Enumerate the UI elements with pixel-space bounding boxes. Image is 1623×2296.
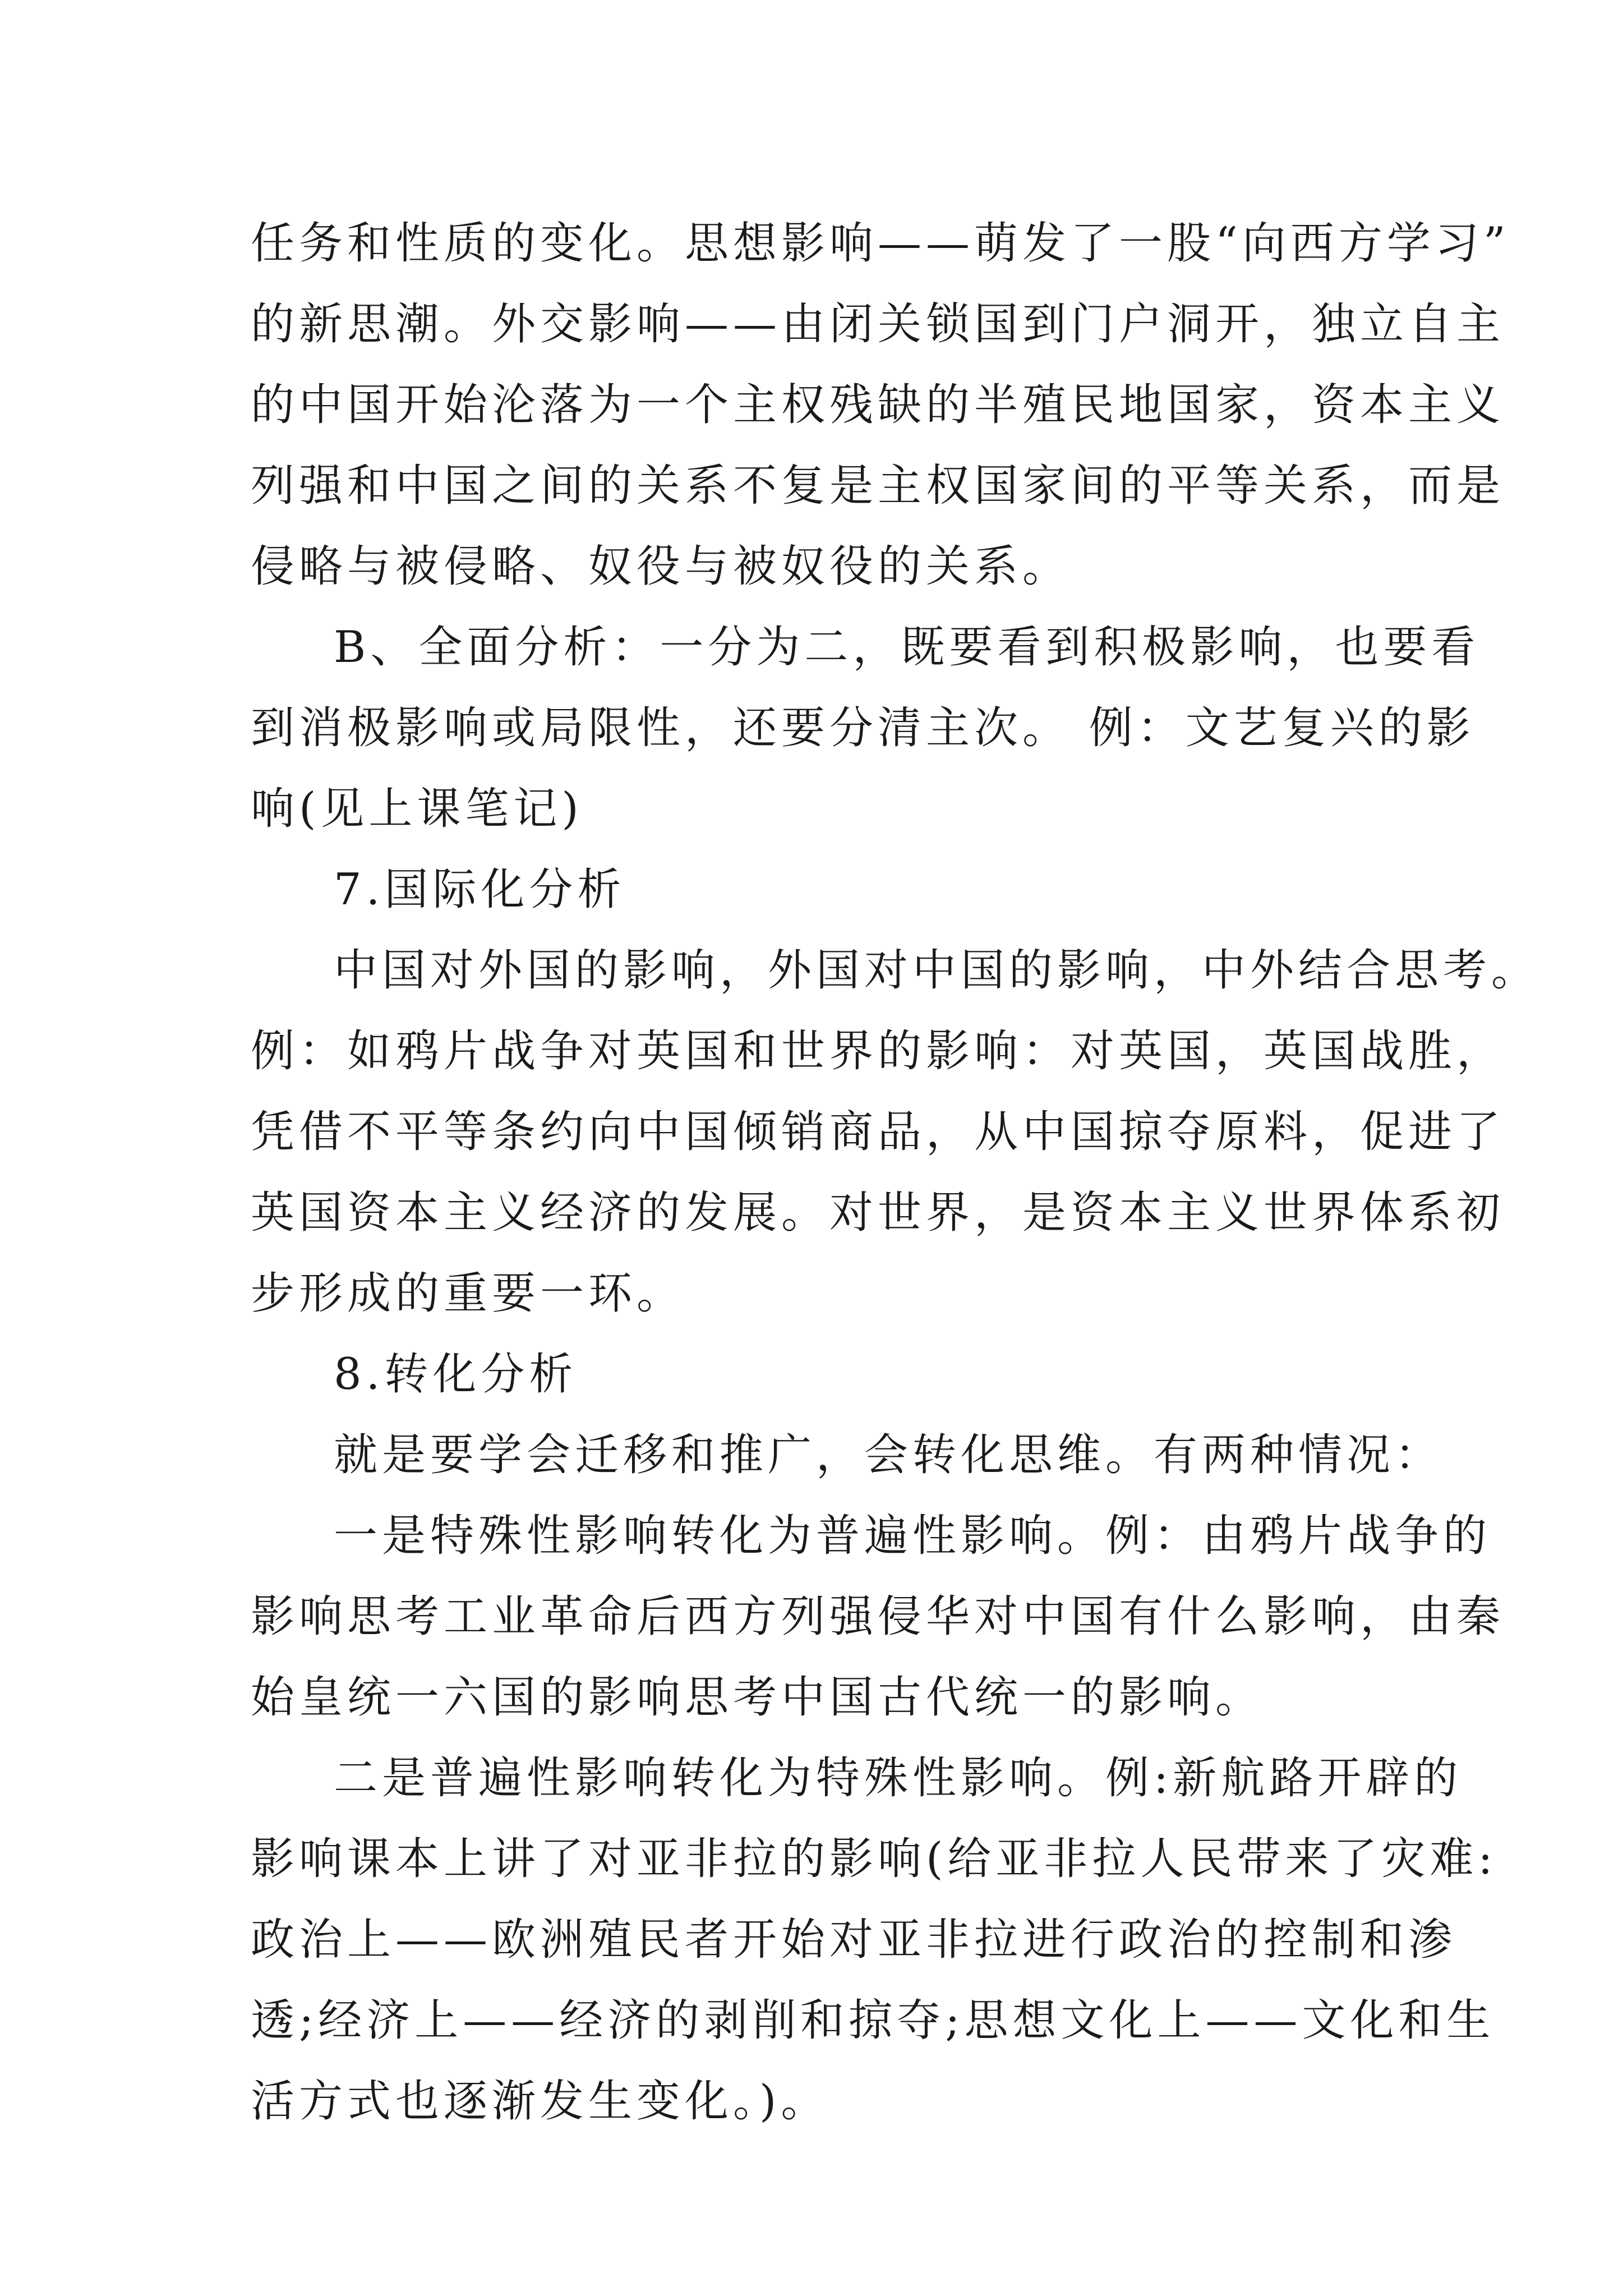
text-line-21: 影响课本上讲了对亚非拉的影响(给亚非拉人民带来了灾难: bbox=[251, 1834, 1497, 1884]
text-line-18: 影响思考工业革命后西方列强侵华对中国有什么影响，由秦 bbox=[251, 1591, 1505, 1642]
text-line-1: 任务和性质的变化。思想影响——萌发了一股“向西方学习” bbox=[251, 218, 1510, 269]
section-heading-8: 8.转化分析 bbox=[334, 1349, 578, 1400]
body-text bbox=[251, 203, 1540, 2142]
text-line-11: 例：如鸦片战争对英国和世界的影响：对英国，英国战胜， bbox=[251, 1026, 1505, 1076]
text-line-16: 就是要学会迁移和推广，会转化思维。有两种情况： bbox=[334, 1430, 1444, 1480]
text-line-19: 始皇统一六国的影响思考中国古代统一的影响。 bbox=[251, 1672, 1264, 1723]
text-line-4: 列强和中国之间的关系不复是主权国家间的平等关系，而是 bbox=[251, 461, 1505, 511]
text-line-8: 响(见上课笔记) bbox=[251, 784, 583, 834]
text-line-3: 的中国开始沦落为一个主权残缺的半殖民地国家，资本主义 bbox=[251, 380, 1505, 430]
section-heading-7: 7.国际化分析 bbox=[334, 864, 626, 915]
text-line-10: 中国对外国的影响，外国对中国的影响，中外结合思考。 bbox=[334, 945, 1540, 996]
text-line-17: 一是特殊性影响转化为普遍性影响。例：由鸦片战争的 bbox=[334, 1511, 1492, 1561]
text-line-12: 凭借不平等条约向中国倾销商品，从中国掠夺原料，促进了 bbox=[251, 1107, 1505, 1157]
text-line-20: 二是普遍性影响转化为特殊性影响。例:新航路开辟的 bbox=[334, 1753, 1463, 1803]
text-line-7: 到消极影响或局限性，还要分清主次。 例：文艺复兴的影 bbox=[251, 703, 1475, 753]
text-line-6: B、全面分析：一分为二，既要看到积极影响，也要看 bbox=[334, 622, 1480, 673]
text-line-14: 步形成的重要一环。 bbox=[251, 1268, 685, 1319]
text-line-5: 侵略与被侵略、奴役与被奴役的关系。 bbox=[251, 541, 1071, 592]
text-line-22: 政治上——欧洲殖民者开始对亚非拉进行政治的控制和渗 bbox=[251, 1915, 1457, 1965]
text-line-24: 活方式也逐渐发生变化。)。 bbox=[251, 2076, 829, 2127]
text-line-2: 的新思潮。外交影响——由闭关锁国到门户洞开，独立自主 bbox=[251, 299, 1505, 349]
text-line-23: 透;经济上——经济的剥削和掠夺;思想文化上——文化和生 bbox=[251, 1995, 1495, 2046]
text-line-13: 英国资本主义经济的发展。对世界，是资本主义世界体系初 bbox=[251, 1188, 1505, 1238]
